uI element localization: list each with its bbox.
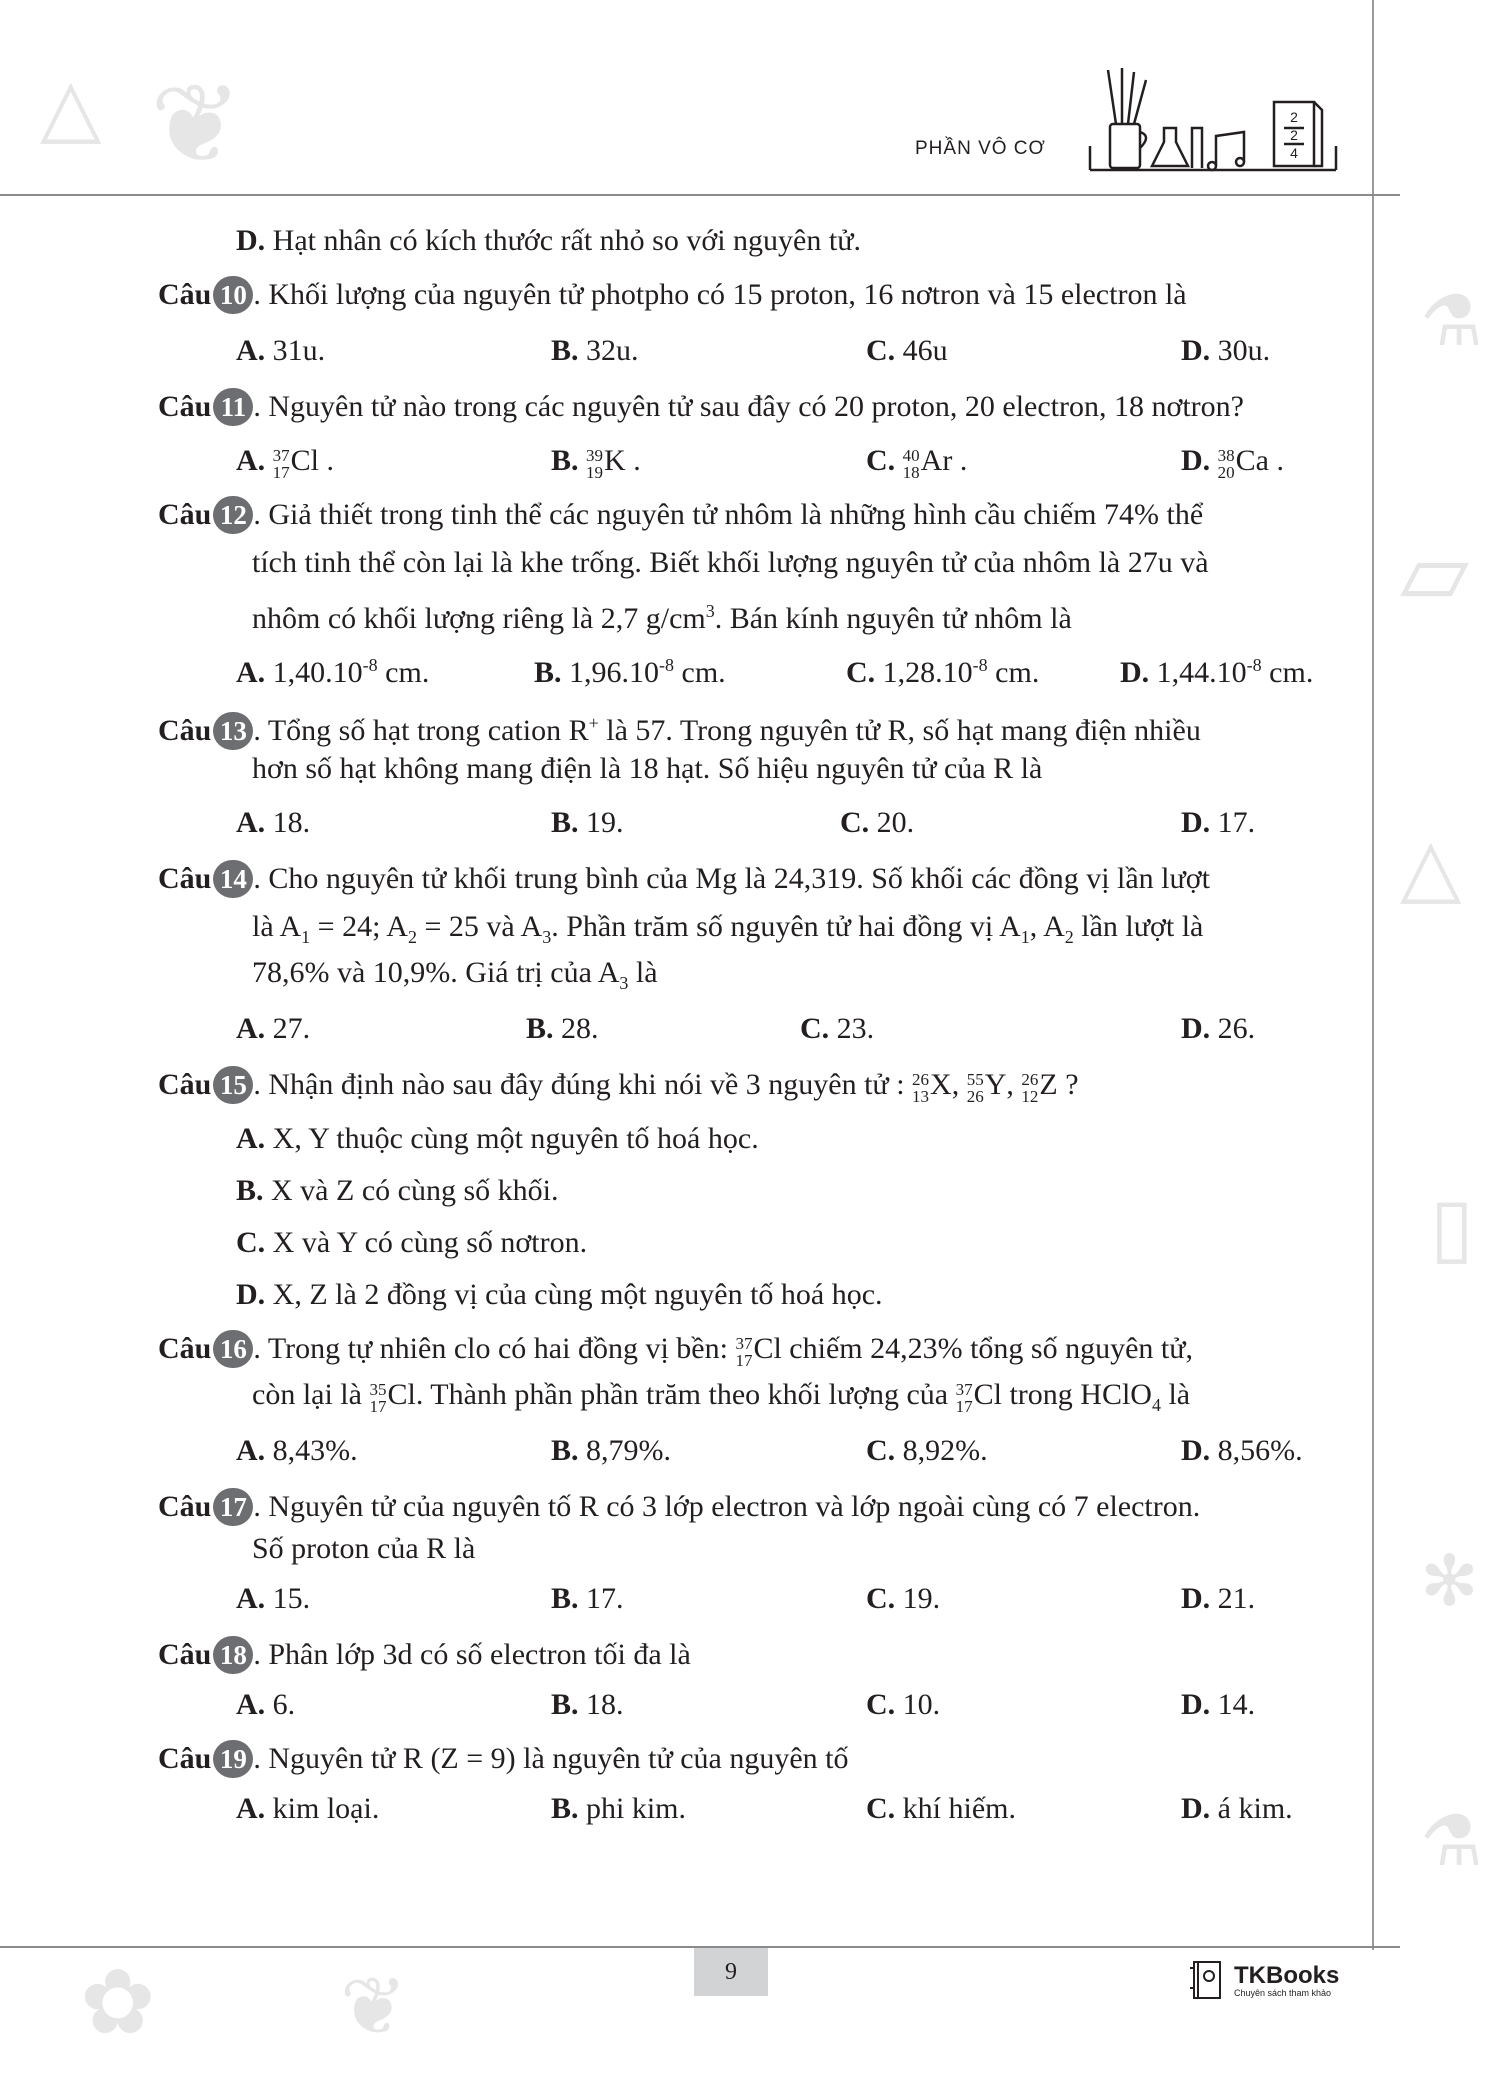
q13-option-c: C. 20. (840, 806, 915, 839)
question-stem: . Nguyên tử nào trong các nguyên tử sau đây có 20 proton, 20 electron, 18 nơtron? (253, 390, 1244, 423)
doodle-triangle-icon: △ (40, 60, 102, 153)
doodle-ruler-icon: ▯ (1430, 1180, 1475, 1273)
question-number-badge: 17 (213, 1488, 253, 1526)
question-stem: . Nhận định nào sau đây đúng khi nói về 3 nguyên tử : (253, 1068, 913, 1101)
question-19: Câu 19 . Nguyên tử R (Z = 9) là nguyên tử của nguyên tố (158, 1740, 849, 1780)
q17-option-c: C. 19. (866, 1582, 941, 1615)
q10-option-c: C. 46u (866, 334, 948, 367)
publisher-brand (1186, 1958, 1339, 2002)
doodle-star-icon: ✻ (1420, 1540, 1479, 1622)
q11-option-a: A. 37 17 Cl . (236, 444, 335, 483)
question-12: Câu 12 . Giả thiết trong tinh thể các nguyên tử nhôm là những hình cầu chiếm 74% thể (158, 496, 1203, 536)
q12-option-d: D. $1,44.10^{-8}$ cm. (1120, 655, 1314, 689)
question-16-line-2: còn lại là 35 17 Cl. Thành phần phần trăm theo khối lượng của 37 17 Cl trong HClO$_4$ là (252, 1378, 1191, 1417)
stationery-emblem-icon (1088, 66, 1338, 178)
q16-option-c: C. 8,92%. (866, 1434, 988, 1467)
q13-option-d: D. 17. (1181, 806, 1256, 839)
question-number-badge: 19 (213, 1740, 253, 1778)
q17-option-b: B. 17. (551, 1582, 624, 1615)
q12-option-c: C. $1,28.10^{-8}$ cm. (846, 655, 1040, 689)
q12-option-b: B. $1,96.10^{-8}$ cm. (534, 655, 726, 689)
q12-option-a: A. $1,40.10^{-8}$ cm. (236, 655, 430, 689)
question-number-badge: 16 (213, 1330, 253, 1368)
doodle-flask-icon: ⚗ (1420, 1800, 1483, 1882)
page-number: 9 (694, 1948, 768, 1996)
question-12-line-3: nhôm có khối lượng riêng là 2,7 $g/cm^3$. Bán kính nguyên tử nhôm là (252, 601, 1072, 635)
right-margin-rule (1372, 0, 1374, 1950)
question-13-line-2: hơn số hạt không mang điện là 18 hạt. Số hiệu nguyên tử của R là (252, 752, 1043, 785)
q10-option-d: D. 30u. (1181, 334, 1271, 367)
doodle-cookie-icon: ✿ (80, 1950, 156, 2055)
q11-option-c: C. 40 18 Ar . (866, 444, 968, 483)
q15-option-d: D. X, Z là 2 đồng vị của cùng một nguyên tố hoá học. (236, 1278, 883, 1311)
q18-option-a: A. 6. (236, 1688, 296, 1721)
question-10 (158, 276, 1187, 316)
q14-option-d: D. 26. (1181, 1012, 1256, 1045)
question-number-badge: 14 (213, 860, 253, 898)
emblem-fraction-top: 2 (1290, 109, 1298, 125)
q18-option-d: D. 14. (1181, 1688, 1256, 1721)
question-15: Câu 15 . Nhận định nào sau đây đúng khi nói về 3 nguyên tử : 26 13 X, 55 26 Y, 26 12 Z ? (158, 1068, 1079, 1107)
doodle-leaf-icon: ❦ (150, 60, 243, 188)
q11-option-d: D. 38 20 Ca . (1181, 444, 1284, 483)
question-14: Câu 14 . Cho nguyên tử khối trung bình của Mg là 24,319. Số khối các đồng vị lần lượt (158, 860, 1210, 900)
q15-option-c: C. X và Y có cùng số nơtron. (236, 1226, 588, 1259)
question-14-line-3: 78,6% và 10,9%. Giá trị của $A_3$ là (252, 956, 658, 993)
question-18: Câu 18 . Phân lớp 3d có số electron tối đa là (158, 1636, 691, 1676)
q16-option-a: A. 8,43%. (236, 1434, 358, 1467)
question-17-line-2: Số proton của R là (252, 1532, 476, 1565)
q16-option-b: B. 8,79%. (551, 1434, 672, 1467)
question-prefix: Câu (158, 278, 212, 311)
question-number-badge: 13 (213, 712, 253, 750)
option-label: D. (236, 224, 266, 257)
question-11: Câu 11 . Nguyên tử nào trong các nguyên tử sau đây có 20 proton, 20 electron, 18 nơtron? (158, 388, 1244, 428)
q15-option-b: B. X và Z có cùng số khối. (236, 1174, 559, 1207)
brand-name: TKBooks (1234, 1962, 1340, 1989)
question-stem: . Trong tự nhiên clo có hai đồng vị bền: (253, 1332, 736, 1365)
header-rule (0, 194, 1400, 196)
q14-option-c: C. 23. (800, 1012, 875, 1045)
question-stem: . Cho nguyên tử khối trung bình của Mg là 24,319. Số khối các đồng vị lần lượt (253, 862, 1210, 895)
question-stem: . Tổng số hạt trong cation R (253, 714, 589, 747)
emblem-fraction-bottom: 4 (1290, 145, 1298, 161)
question-stem: . Phân lớp 3d có số electron tối đa là (253, 1638, 691, 1671)
q15-option-a: A. X, Y thuộc cùng một nguyên tố hoá học. (236, 1122, 759, 1155)
q19-option-b: B. phi kim. (551, 1792, 687, 1825)
q17-option-d: D. 21. (1181, 1582, 1256, 1615)
question-13: Câu 13 . Tổng số hạt trong cation R+ là 57. Trong nguyên tử R, số hạt mang điện nhiều (158, 704, 1201, 752)
question-stem: . Giả thiết trong tinh thể các nguyên tử nhôm là những hình cầu chiếm 74% thể (253, 498, 1204, 531)
q18-option-c: C. 10. (866, 1688, 941, 1721)
q19-option-a: A. kim loại. (236, 1792, 380, 1825)
question-16: Câu 16 . Trong tự nhiên clo có hai đồng vị bền: 37 17 Cl chiếm 24,23% tổng số nguyên tử, (158, 1332, 1194, 1371)
q10-option-a: A. 31u. (236, 334, 326, 367)
question-17: Câu 17 . Nguyên tử của nguyên tố R có 3 lớp electron và lớp ngoài cùng có 7 electron. (158, 1488, 1200, 1528)
book-logo-icon (1186, 1958, 1228, 2002)
brand-tagline: Chuyên sách tham khảo (1234, 1988, 1332, 1998)
q19-option-c: C. khí hiếm. (866, 1792, 1016, 1825)
q17-option-a: A. 15. (236, 1582, 311, 1615)
doodle-book-icon: ▱ (1400, 520, 1470, 625)
q13-option-b: B. 19. (551, 806, 624, 839)
doodle-flask-icon: ⚗ (1420, 280, 1483, 362)
question-number-badge: 15 (213, 1066, 253, 1104)
question-number-badge: 12 (213, 496, 253, 534)
question-14-line-2: là $A_1 = 24$; $A_2 = 25$ và $A_3$. Phần trăm số nguyên tử hai đồng vị $A_1$, $A_2$ lần lượt là (252, 910, 1204, 947)
q19-option-d: D. á kim. (1181, 1792, 1293, 1825)
carryover-option-d (236, 222, 861, 260)
running-title: PHẦN VÔ CƠ (915, 138, 1046, 159)
q14-option-b: B. 28. (526, 1012, 599, 1045)
q13-option-a: A. 18. (236, 806, 311, 839)
question-number-badge: 10 (213, 276, 253, 314)
question-number-badge: 11 (213, 388, 253, 426)
option-text: Hạt nhân có kích thước rất nhỏ so với nguyên tử. (265, 224, 861, 257)
question-stem: . Khối lượng của nguyên tử photpho có 15 proton, 16 nơtron và 15 electron là (253, 278, 1187, 311)
question-12-line-2: tích tinh thể còn lại là khe trống. Biết khối lượng nguyên tử của nhôm là 27u và (252, 546, 1209, 579)
question-number-badge: 18 (213, 1636, 253, 1674)
q14-option-a: A. 27. (236, 1012, 311, 1045)
question-stem: . Nguyên tử R (Z = 9) là nguyên tử của nguyên tố (253, 1742, 849, 1775)
q18-option-b: B. 18. (551, 1688, 624, 1721)
q10-option-b: B. 32u. (551, 334, 639, 367)
doodle-leaf-icon: ❦ (340, 1960, 408, 2053)
q16-option-d: D. 8,56%. (1181, 1434, 1303, 1467)
q11-option-b: B. 39 19 K . (551, 444, 641, 483)
emblem-fraction-mid: 2 (1290, 127, 1298, 143)
doodle-triangle-icon: △ (1400, 820, 1462, 913)
question-stem: . Nguyên tử của nguyên tố R có 3 lớp electron và lớp ngoài cùng có 7 electron. (253, 1490, 1201, 1523)
